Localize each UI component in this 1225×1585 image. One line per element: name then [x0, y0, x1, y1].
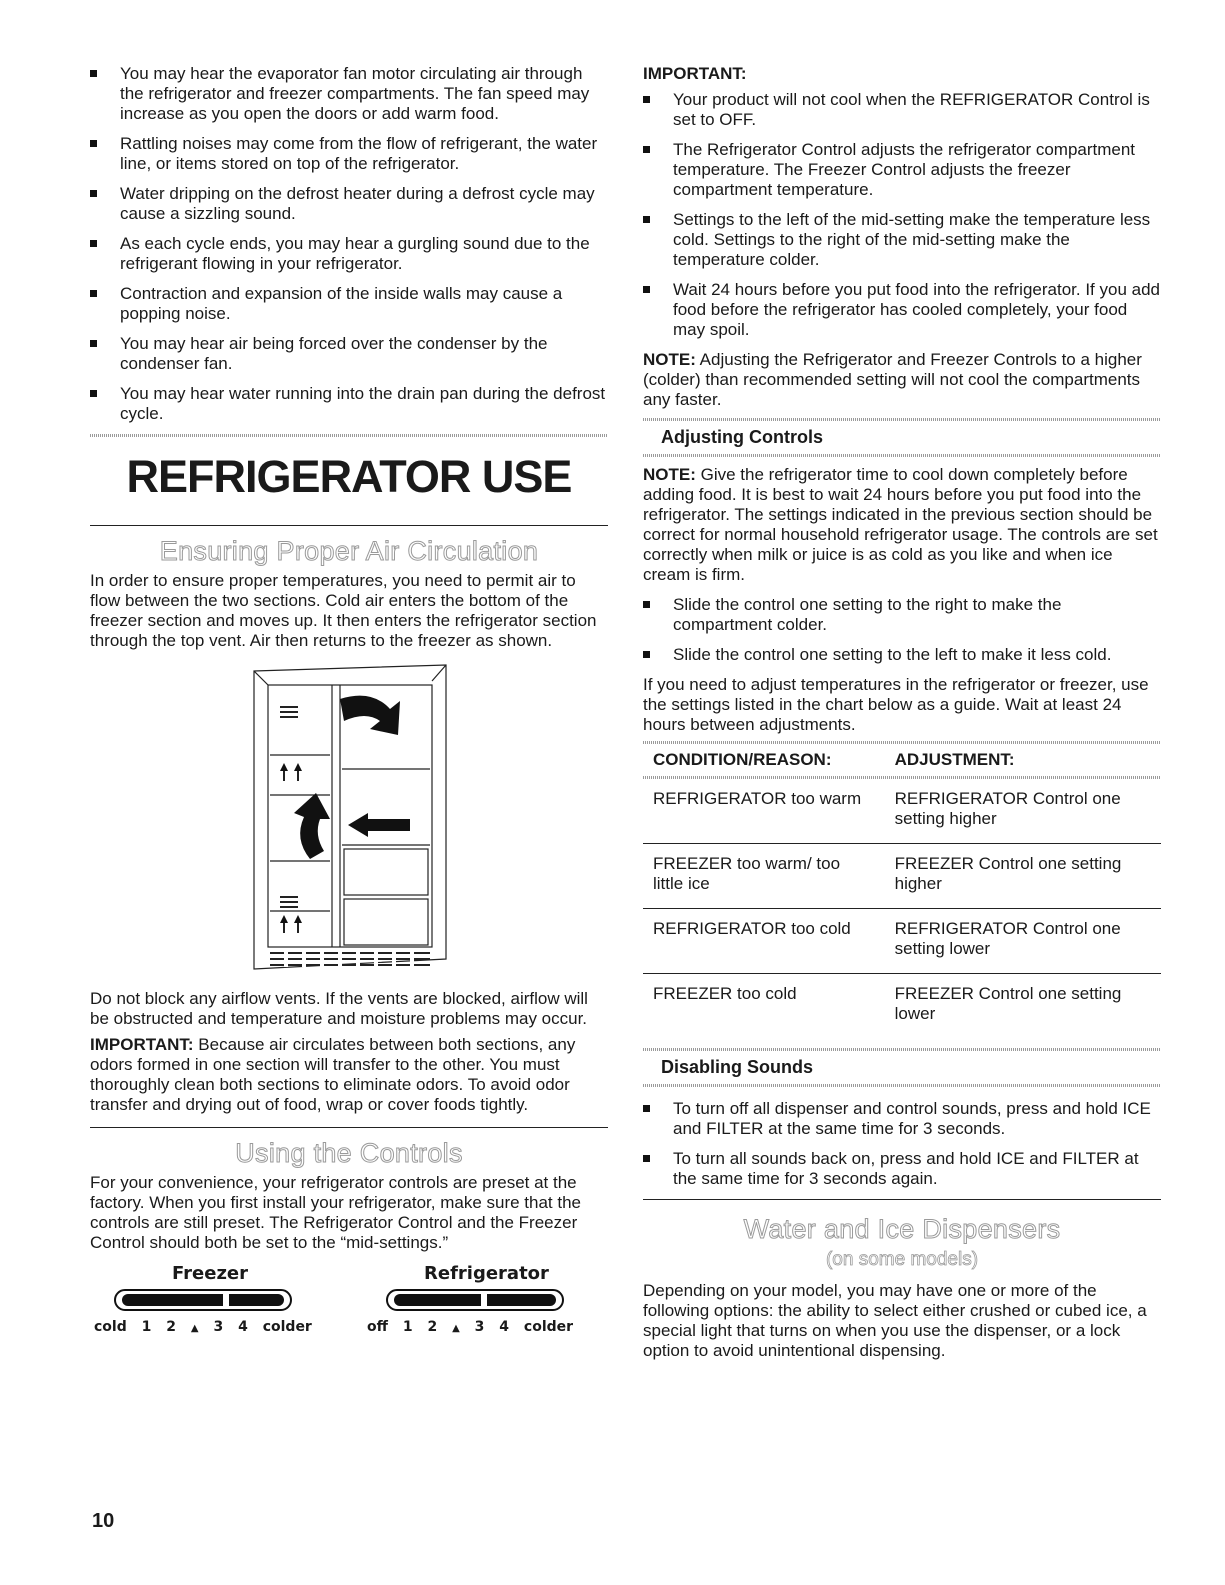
table-header: CONDITION/REASON:: [653, 750, 832, 769]
table-cell: REFRIGERATOR Control one setting lower: [885, 909, 1161, 974]
list-item: Your product will not cool when the REFRIGERATOR Control is set to OFF.: [643, 90, 1161, 130]
table-cell: REFRIGERATOR Control one setting higher: [885, 779, 1161, 844]
adjustment-table: [643, 744, 1161, 1038]
list-item: Water dripping on the defrost heater during a defrost cycle may cause a sizzling sound.: [90, 184, 608, 224]
important-list: [643, 90, 1161, 340]
refrigerator-label: Refrigerator: [424, 1263, 549, 1284]
table-row: [643, 844, 1161, 909]
page-number: 10: [92, 1510, 115, 1532]
note-body: Adjusting the Refrigerator and Freezer Controls to a higher (colder) than recommended setting will not cool the compartments any faster.: [643, 350, 1142, 409]
note-body: Give the refrigerator time to cool down completely before adding food. It is best to wait 24 hours before you put food into the refrigerator. The settings indicated in the previous section should be correct for normal household refrigerator usage. The controls are set correctly when milk or juice is as cold as you like and when ice cream is firm.: [643, 465, 1158, 584]
control-sliders-illustration: [90, 1263, 608, 1343]
important-heading: IMPORTANT:: [643, 64, 747, 83]
list-item: As each cycle ends, you may hear a gurgling sound due to the refrigerant flowing in your refrigerator.: [90, 234, 608, 274]
table-row: [643, 909, 1161, 974]
divider: [643, 1199, 1161, 1200]
disabling-sounds-heading: Disabling Sounds: [661, 1057, 814, 1077]
odor-important-text: [90, 1035, 608, 1115]
adjusting-note-text: [643, 465, 1161, 585]
freezer-label: Freezer: [172, 1263, 248, 1284]
air-intro-text: In order to ensure proper temperatures, you need to permit air to flow between the two sections. Cold air enters the bottom of the freezer section and moves up. It then enters the refrigerator section through the top vent. Air then returns to the freezer as shown.: [90, 571, 597, 650]
note-label: NOTE:: [643, 465, 696, 484]
adjusting-list: [643, 595, 1161, 665]
adjusting-controls-heading: Adjusting Controls: [661, 427, 823, 447]
dispensers-subheading: (on some models): [825, 1249, 979, 1270]
freezer-slider: [114, 1289, 292, 1311]
table-header-row: [643, 744, 1161, 776]
table-cell: FREEZER too cold: [653, 984, 797, 1003]
divider: [643, 454, 1161, 457]
list-item: Slide the control one setting to the right to make the compartment colder.: [643, 595, 1161, 635]
section-title: REFRIGERATOR USE: [126, 451, 572, 502]
divider: [90, 1127, 608, 1128]
note-label: NOTE:: [643, 350, 696, 369]
controls-intro-text: For your convenience, your refrigerator controls are preset at the factory. When you first install your refrigerator, make sure that the controls are still preset. The Refrigerator Control and the Freezer Control should both be set to the “mid-settings.”: [90, 1173, 581, 1252]
airflow-warning-text: Do not block any airflow vents. If the vents are blocked, airflow will be obstructed and temperature and moisture problems may occur.: [90, 989, 588, 1028]
left-column: [90, 64, 608, 1343]
table-cell: FREEZER Control one setting higher: [885, 844, 1161, 909]
right-column: [643, 64, 1161, 1361]
divider: [643, 1084, 1161, 1087]
table-cell: REFRIGERATOR too warm: [643, 779, 885, 844]
note-text: [643, 350, 1161, 410]
table-row: [643, 779, 1161, 844]
list-item: Slide the control one setting to the left to make it less cold.: [643, 645, 1161, 665]
important-label: IMPORTANT:: [90, 1035, 194, 1054]
refrigerator-scale: off 1 2 ▲ 3 4 colder: [367, 1319, 574, 1335]
table-header: ADJUSTMENT:: [894, 750, 1015, 769]
important-body: Because air circulates between both sections, any odors formed in one section will transfer to the other. You must thoroughly clean both sections to eliminate odors. To avoid odor transfer and drying out of food, wrap or cover foods tightly.: [90, 1035, 576, 1114]
table-cell: REFRIGERATOR too cold: [643, 909, 885, 974]
dispensers-heading: Water and Ice Dispensers: [743, 1214, 1061, 1244]
refrigerator-slider: [386, 1289, 564, 1311]
air-circulation-heading: Ensuring Proper Air Circulation: [159, 536, 539, 566]
list-item: Rattling noises may come from the flow of refrigerant, the water line, or items stored on top of the refrigerator.: [90, 134, 608, 174]
freezer-scale: cold 1 2 ▲ 3 4 colder: [94, 1319, 312, 1335]
refrigerator-airflow-illustration: [240, 663, 458, 979]
table-cell: FREEZER too warm/ too little ice: [643, 844, 885, 909]
list-item: Wait 24 hours before you put food into the refrigerator. If you add food before the refrigerator has cooled completely, your food may spoil.: [643, 280, 1161, 340]
list-item: The Refrigerator Control adjusts the refrigerator compartment temperature. The Freezer Control adjusts the freezer compartment temperature.: [643, 140, 1161, 200]
list-item: You may hear water running into the drain pan during the defrost cycle.: [90, 384, 608, 424]
airflow-diagram: [240, 663, 458, 979]
table-cell: FREEZER Control one setting lower: [894, 984, 1122, 1023]
list-item: You may hear the evaporator fan motor circulating air through the refrigerator and freezer compartments. The fan speed may increase as you open the doors or add warm food.: [90, 64, 608, 124]
dispensers-text: Depending on your model, you may have one or more of the following options: the ability to select either crushed or cubed ice, a special light that turns on when you use the dispenser, or a lock option to avoid unintentional dispensing.: [643, 1281, 1147, 1360]
divider: [90, 525, 608, 526]
list-item: You may hear air being forced over the condenser by the condenser fan.: [90, 334, 608, 374]
list-item: Contraction and expansion of the inside walls may cause a popping noise.: [90, 284, 608, 324]
sounds-list: [90, 64, 608, 424]
using-controls-heading: Using the Controls: [235, 1138, 463, 1168]
list-item: To turn off all dispenser and control sounds, press and hold ICE and FILTER at the same time for 3 seconds.: [643, 1099, 1161, 1139]
disabling-list: [643, 1099, 1161, 1189]
divider: [90, 434, 608, 437]
list-item: Settings to the left of the mid-setting make the temperature less cold. Settings to the right of the mid-setting make the temperature colder.: [643, 210, 1161, 270]
list-item: To turn all sounds back on, press and hold ICE and FILTER at the same time for 3 seconds again.: [643, 1149, 1161, 1189]
table-row: [643, 974, 1161, 1039]
adjusting-after-text: If you need to adjust temperatures in the refrigerator or freezer, use the settings listed in the chart below as a guide. Wait at least 24 hours between adjustments.: [643, 675, 1149, 734]
